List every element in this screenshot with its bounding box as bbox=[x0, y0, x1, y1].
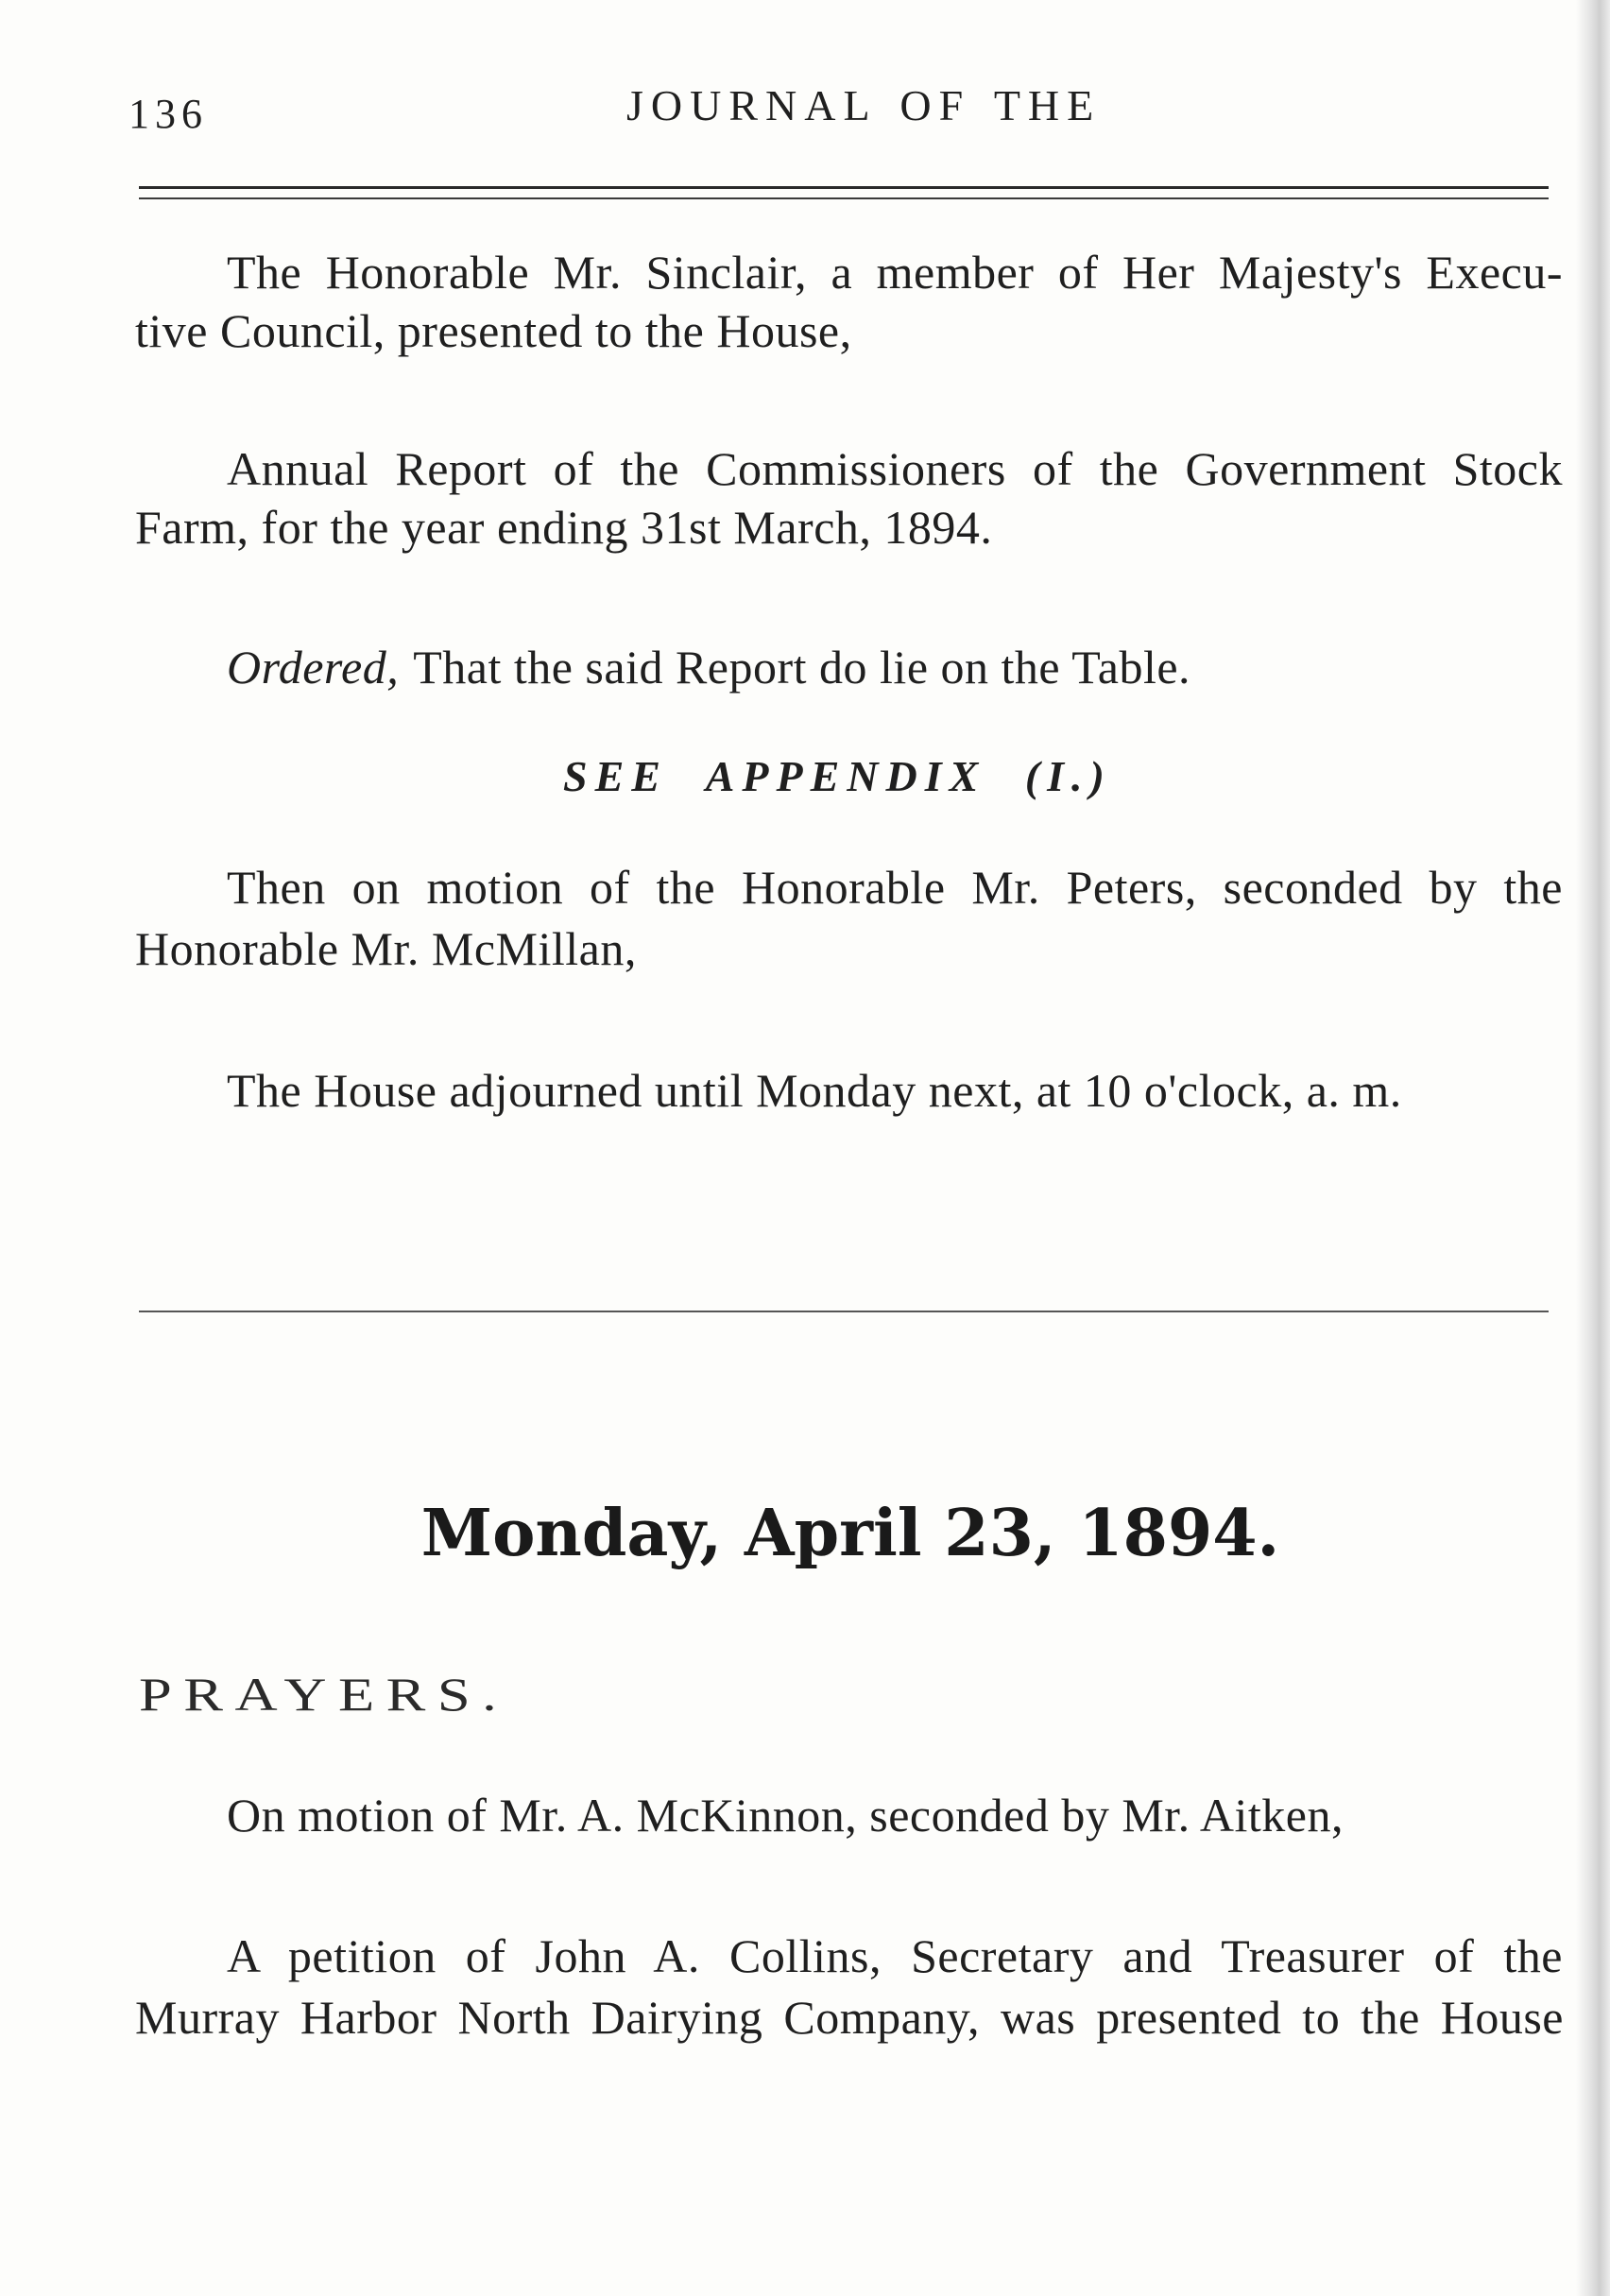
presentation-line-2: tive Council, presented to the House, bbox=[135, 304, 852, 357]
prayers-heading: PRAYERS. bbox=[139, 1668, 509, 1721]
order-paragraph bbox=[227, 639, 1563, 695]
adjournment-motion-line-1: Then on motion of the Honorable Mr. Peters, seconded by the bbox=[227, 861, 1563, 914]
report-title-line-1: Annual Report of the Commissioners of the Government Stock bbox=[227, 442, 1563, 495]
appendix-reference: SEE APPENDIX (I.) bbox=[563, 752, 1112, 800]
petition-line-1: A petition of John A. Collins, Secretary and Treasurer of the bbox=[227, 1929, 1563, 1982]
scan-edge-shadow bbox=[1576, 0, 1610, 2296]
order-text: That the said Report do lie on the Table. bbox=[413, 641, 1191, 694]
sitting-date-heading: Monday, April 23, 1894. bbox=[420, 1496, 1280, 1571]
report-title-line-2: Farm, for the year ending 31st March, 1894. bbox=[135, 501, 993, 554]
header-rule-thin bbox=[139, 197, 1549, 199]
petition-line-2: Murray Harbor North Dairying Company, was presented to the House bbox=[135, 1991, 1564, 2044]
order-label: Ordered, bbox=[227, 641, 400, 694]
sitting-motion: On motion of Mr. A. McKinnon, seconded by Mr. Aitken, bbox=[227, 1789, 1344, 1842]
section-divider-rule bbox=[139, 1311, 1549, 1312]
adjournment-motion-line-2: Honorable Mr. McMillan, bbox=[135, 922, 637, 975]
adjournment-statement: The House adjourned until Monday next, at 10 o'clock, a. m. bbox=[227, 1064, 1402, 1117]
running-title: JOURNAL OF THE bbox=[626, 81, 1102, 129]
header-rule-thick bbox=[139, 186, 1549, 189]
presentation-line-1: The Honorable Mr. Sinclair, a member of Her Majesty's Execu- bbox=[227, 246, 1563, 299]
page-number: 136 bbox=[128, 91, 208, 137]
